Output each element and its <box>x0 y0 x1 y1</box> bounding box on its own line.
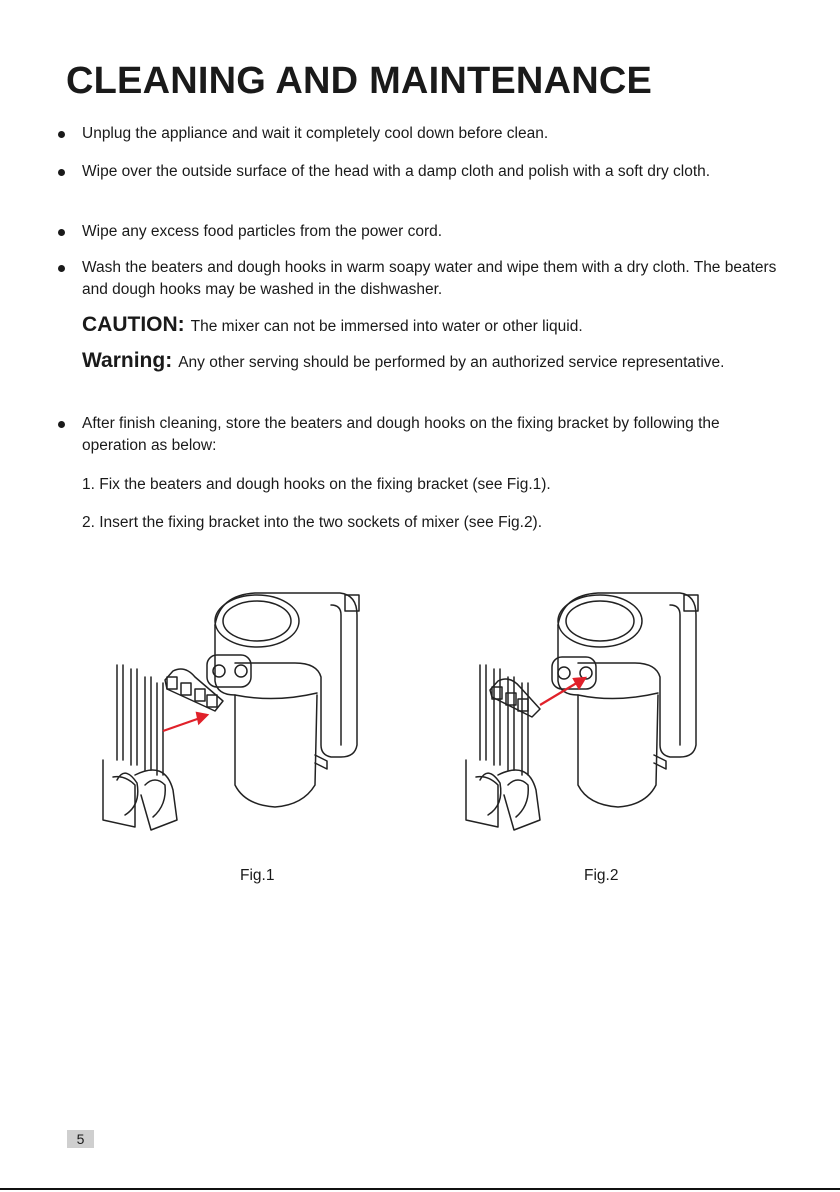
bullet-dot-icon <box>58 229 65 236</box>
warning-note <box>82 350 772 374</box>
bullet-text: Wash the beaters and dough hooks in warm soapy water and wipe them with a dry cloth. The beaters and dough hooks may be washed in the dishwasher. <box>82 259 777 298</box>
figure-1-caption: Fig.1 <box>240 867 275 884</box>
mixer-bracket-illustration <box>95 585 375 850</box>
bullet-item <box>58 161 778 183</box>
bullet-dot-icon <box>58 265 65 272</box>
bullet-text: After finish cleaning, store the beaters and dough hooks on the fixing bracket by following the operation as below: <box>82 415 720 454</box>
caution-note <box>82 314 772 338</box>
bullet-text: Wipe any excess food particles from the power cord. <box>82 223 443 240</box>
figure-2 <box>460 585 740 850</box>
bullet-dot-icon <box>58 131 65 138</box>
caution-label: CAUTION: <box>82 313 185 336</box>
warning-label: Warning: <box>82 349 173 372</box>
bullet-text: Wipe over the outside surface of the head with a damp cloth and polish with a soft dry cloth. <box>82 163 711 180</box>
caution-text: The mixer can not be immersed into water or other liquid. <box>190 318 583 335</box>
page-title: CLEANING AND MAINTENANCE <box>66 60 653 102</box>
page-number: 5 <box>67 1130 94 1148</box>
figure-2-caption: Fig.2 <box>584 867 619 884</box>
bullet-dot-icon <box>58 169 65 176</box>
bullet-dot-icon <box>58 421 65 428</box>
bullet-item <box>58 257 778 301</box>
bullet-text: Unplug the appliance and wait it completely cool down before clean. <box>82 125 549 142</box>
bullet-item <box>58 221 778 243</box>
step-item: 1. Fix the beaters and dough hooks on the fixing bracket (see Fig.1). <box>82 476 551 493</box>
page-bottom-rule <box>0 1188 840 1190</box>
bullet-item <box>58 123 778 145</box>
figure-1 <box>95 585 375 850</box>
warning-text: Any other serving should be performed by an authorized service representative. <box>178 354 725 371</box>
bullet-item <box>58 413 778 457</box>
mixer-insert-illustration <box>460 585 740 850</box>
step-item: 2. Insert the fixing bracket into the two sockets of mixer (see Fig.2). <box>82 514 543 531</box>
